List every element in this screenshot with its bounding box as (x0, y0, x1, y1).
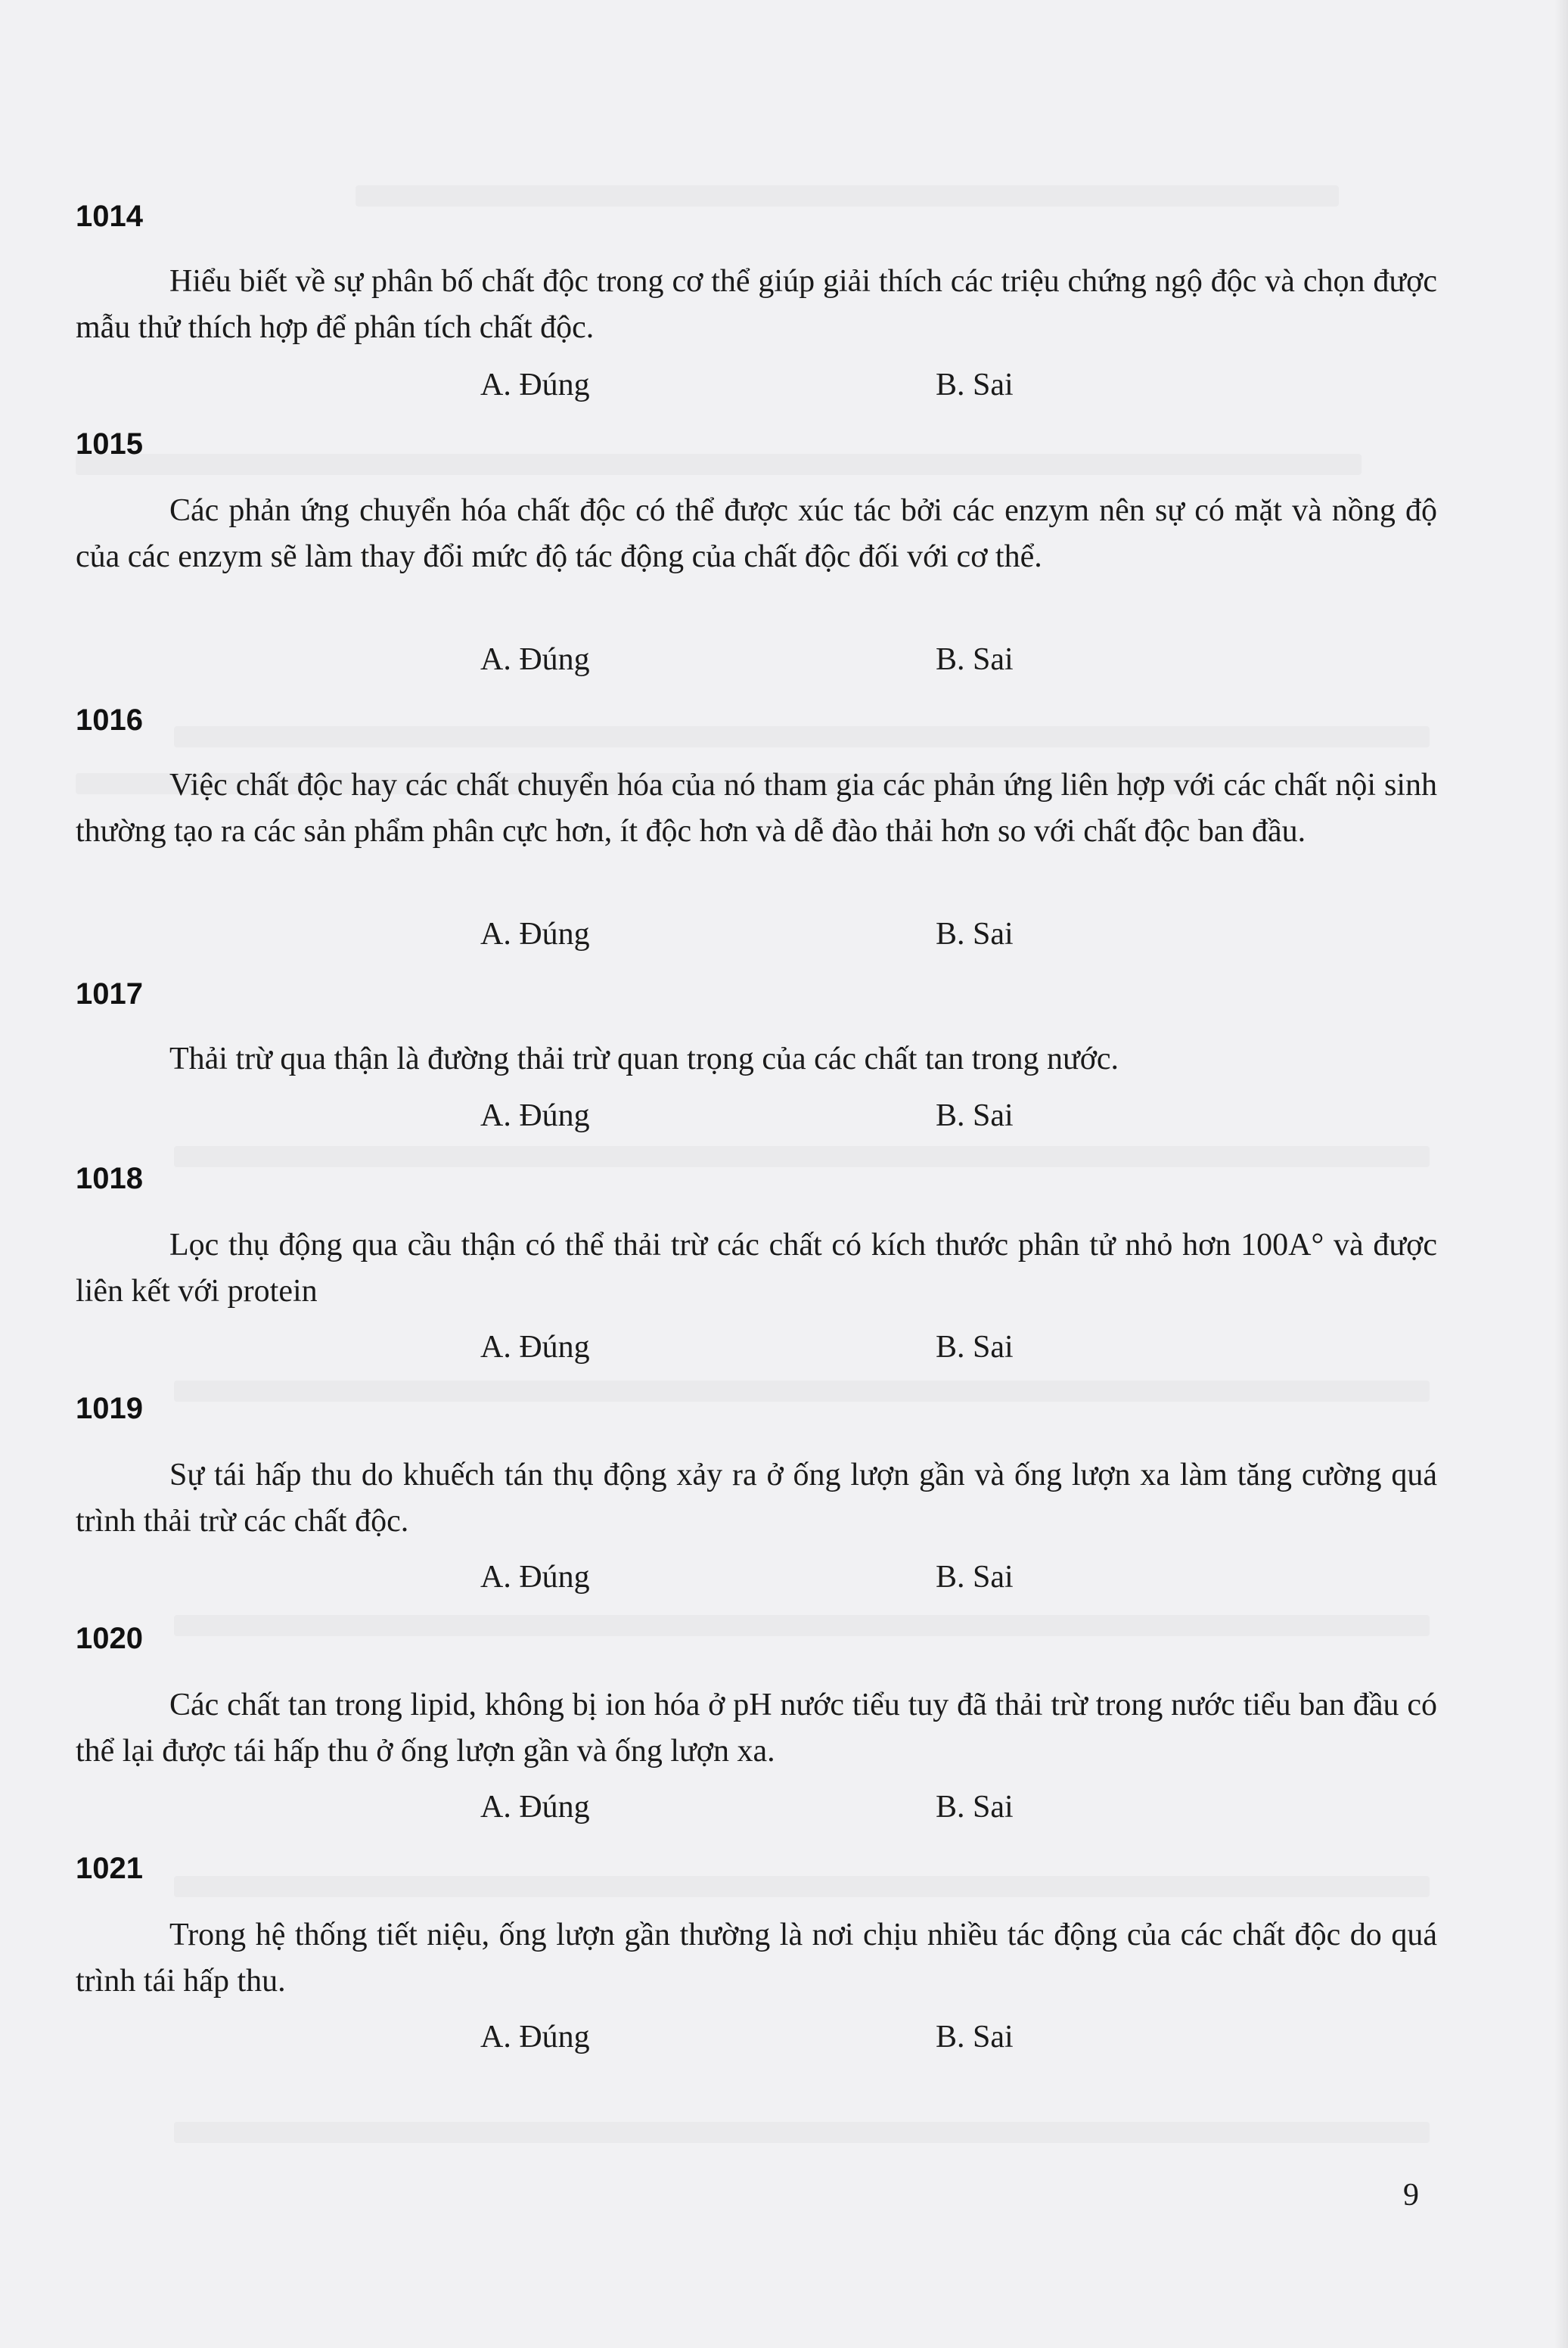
option-b[interactable]: B. Sai (936, 368, 1014, 402)
option-a[interactable]: A. Đúng (480, 2020, 590, 2054)
option-b[interactable]: B. Sai (936, 1330, 1014, 1365)
option-a[interactable]: A. Đúng (480, 368, 590, 402)
question-text: Trong hệ thống tiết niệu, ống lượn gần thường là nơi chịu nhiều tác động của các chất độc do quá trình tái hấp thu. (76, 1918, 1437, 1999)
question-text: Sự tái hấp thu do khuếch tán thụ động xảy ra ở ống lượn gần và ống lượn xa làm tăng cường quá trình thải trừ các chất độc. (76, 1458, 1437, 1539)
question-number: 1018 (76, 1162, 143, 1195)
question-number: 1016 (76, 703, 143, 737)
option-a[interactable]: A. Đúng (480, 1790, 590, 1825)
question-number: 1015 (76, 427, 143, 461)
option-b[interactable]: B. Sai (936, 642, 1014, 677)
question-number: 1019 (76, 1392, 143, 1425)
option-a[interactable]: A. Đúng (480, 1560, 590, 1595)
page-edge-shadow (1554, 0, 1568, 2348)
question-text: Hiểu biết về sự phân bố chất độc trong cơ thể giúp giải thích các triệu chứng ngộ độc và chọn được mẫu thử thích hợp để phân tích chất độc. (76, 264, 1437, 345)
option-b[interactable]: B. Sai (936, 1790, 1014, 1825)
question-text: Các phản ứng chuyển hóa chất độc có thể được xúc tác bởi các enzym nên sự có mặt và nồng độ của các enzym sẽ làm thay đổi mức độ tác động của chất độc đối với cơ thể. (76, 493, 1437, 574)
option-a[interactable]: A. Đúng (480, 1098, 590, 1133)
option-a[interactable]: A. Đúng (480, 1330, 590, 1365)
question-number: 1017 (76, 977, 143, 1011)
option-b[interactable]: B. Sai (936, 1098, 1014, 1133)
question-number: 1020 (76, 1622, 143, 1655)
page-number: 9 (1403, 2178, 1419, 2213)
option-b[interactable]: B. Sai (936, 917, 1014, 952)
question-text: Lọc thụ động qua cầu thận có thể thải trừ các chất có kích thước phân tử nhỏ hơn 100A° và được liên kết với protein (76, 1228, 1437, 1309)
question-text: Việc chất độc hay các chất chuyển hóa của nó tham gia các phản ứng liên hợp với các chất nội sinh thường tạo ra các sản phẩm phân cực hơn, ít độc hơn và dễ đào thải hơn so với chất độc ban đầu. (76, 768, 1437, 849)
question-number: 1014 (76, 200, 143, 233)
option-b[interactable]: B. Sai (936, 1560, 1014, 1595)
question-text: Các chất tan trong lipid, không bị ion hóa ở pH nước tiểu tuy đã thải trừ trong nước tiểu ban đầu có thể lại được tái hấp thu ở ống lượn gần và ống lượn xa. (76, 1688, 1437, 1769)
option-a[interactable]: A. Đúng (480, 642, 590, 677)
option-b[interactable]: B. Sai (936, 2020, 1014, 2054)
question-number: 1021 (76, 1852, 143, 1885)
question-text: Thải trừ qua thận là đường thải trừ quan trọng của các chất tan trong nước. (169, 1042, 1119, 1076)
option-a[interactable]: A. Đúng (480, 917, 590, 952)
